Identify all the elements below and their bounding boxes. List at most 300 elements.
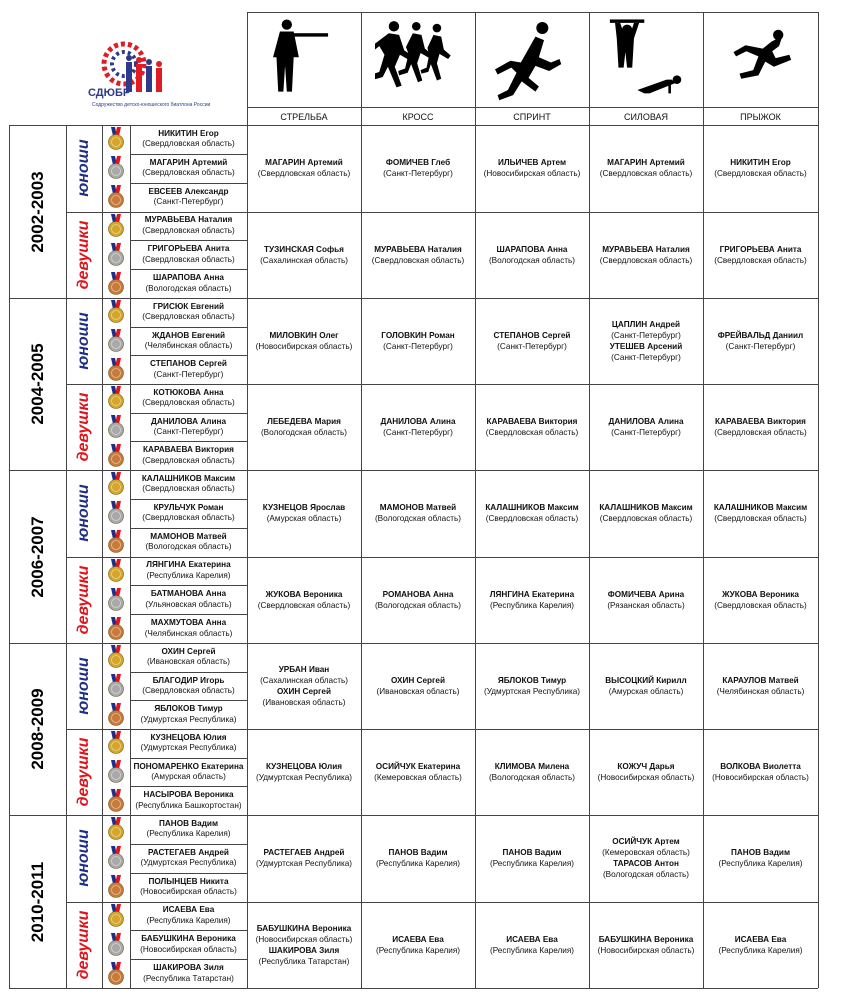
athlete-name: НАСЫРОВА Вероника — [143, 790, 234, 800]
event-winner-cell — [475, 729, 589, 815]
gold-medal-icon — [107, 472, 125, 496]
year-group-label: 2010-2011 — [27, 861, 47, 942]
event-winner-cell — [475, 902, 589, 989]
podium-entry — [130, 963, 247, 984]
event-winner-cell — [703, 212, 818, 299]
bronze-medal-icon — [107, 789, 125, 813]
event-winner-cell — [589, 384, 703, 470]
athlete-name: ШАРАПОВА Анна — [153, 273, 224, 283]
podium-split-line — [130, 786, 247, 787]
podium-split-line — [130, 355, 247, 356]
athlete-name: ЖУКОВА Вероника — [265, 589, 343, 599]
athlete-region: (Новосибирская область) — [140, 944, 237, 954]
podium-split-line — [130, 183, 247, 184]
podium-entry — [130, 215, 247, 236]
podium-split-line — [130, 758, 247, 759]
athlete-region: (Свердловская область) — [142, 168, 235, 178]
athlete-name: МАГАРИН Артемий — [607, 158, 685, 168]
athlete-name: НИКИТИН Егор — [158, 128, 219, 138]
year-group-label: 2008-2009 — [27, 688, 47, 770]
athlete-region: (Санкт-Петербург) — [153, 427, 224, 436]
athlete-name: ОХИН Сергей — [276, 687, 332, 696]
athlete-name: МУРАВЬЕВА Наталия — [374, 244, 462, 254]
gold-medal-icon — [107, 817, 125, 841]
athlete-name: ШАРАПОВА Анна — [496, 244, 568, 254]
athlete-name: МИЛОВКИН Олег — [269, 331, 339, 340]
athlete-region: (Республика Татарстан) — [143, 973, 234, 983]
gender-label-girls: девушки — [75, 910, 92, 980]
bronze-medal-icon — [107, 444, 125, 468]
event-winner-cell — [475, 815, 589, 902]
podium-entry — [130, 647, 247, 668]
athlete-region: (Вологодская область) — [260, 428, 348, 437]
podium-split-line — [130, 700, 247, 701]
athlete-region: (Челябинская область) — [716, 687, 805, 696]
podium-entry — [130, 532, 247, 553]
podium-split-line — [130, 614, 247, 615]
athlete-name: МУРАВЬЕВА Наталия — [144, 215, 233, 225]
podium-entry — [130, 331, 247, 352]
event-winner-cell — [247, 815, 361, 902]
athlete-region: (Республика Карелия) — [489, 859, 575, 869]
athlete-name: БАБУШКИНА Вероника — [141, 934, 236, 944]
podium-entry — [130, 560, 247, 581]
athlete-name: ЕВСЕЕВ Александр — [148, 186, 229, 196]
athlete-name: ИСАЕВА Ева — [392, 934, 444, 944]
athlete-region: (Республика Карелия) — [489, 600, 575, 610]
athlete-region: (Свердловская область) — [142, 513, 235, 523]
podium-entry — [130, 273, 247, 294]
athlete-region: (Республика Карелия) — [146, 570, 231, 580]
podium-split-line — [130, 240, 247, 241]
event-winner-cell — [361, 557, 475, 644]
event-winner-cell — [589, 815, 703, 902]
event-winner-cell — [247, 384, 361, 470]
year-group-label: 2002-2003 — [27, 170, 47, 253]
athlete-name: ИСАЕВА Ева — [506, 934, 558, 944]
podium-entry — [130, 417, 247, 438]
athlete-name: ОСИЙЧУК Екатерина — [375, 762, 461, 771]
gold-medal-icon — [107, 559, 125, 583]
athlete-region: (Свердловская область) — [599, 514, 693, 524]
athlete-name: ДАНИЛОВА Алина — [151, 416, 226, 426]
athlete-region: (Свердловская область) — [599, 255, 693, 265]
athlete-region: (Республика Карелия) — [718, 859, 803, 869]
athlete-region: (Амурская область) — [608, 687, 684, 696]
header-col-border — [818, 12, 819, 125]
athlete-region: (Свердловская область) — [257, 600, 351, 610]
gold-medal-icon — [107, 386, 125, 410]
event-winner-cell — [475, 384, 589, 470]
athlete-region: (Удмуртская Республика) — [255, 859, 353, 869]
athlete-region: (Республика Башкортостан) — [135, 800, 242, 810]
jump-icon — [718, 15, 804, 103]
athlete-region: (Ивановская область) — [147, 657, 230, 667]
silver-medal-icon — [107, 846, 125, 870]
event-winner-cell — [247, 470, 361, 557]
header-label-border — [247, 107, 818, 108]
athlete-name: МАГАРИН Артемий — [149, 157, 228, 167]
silver-medal-icon — [107, 760, 125, 784]
athlete-name: ТАРАСОВ Антон — [613, 859, 679, 869]
event-winner-cell — [361, 384, 475, 470]
group-border — [9, 988, 818, 989]
gender-label-boys: юноши — [75, 484, 92, 542]
athlete-name: КАРАВАЕВА Виктория — [715, 417, 806, 426]
logo-abbr: СДЮБР — [88, 87, 131, 99]
event-winner-cell — [589, 470, 703, 557]
athlete-name: МАХМУТОВА Анна — [150, 618, 227, 628]
header-col-border — [703, 12, 704, 125]
athlete-region: (Удмуртская Республика) — [140, 858, 237, 868]
sport-label: СИЛОВАЯ — [623, 112, 669, 122]
event-winner-cell — [247, 298, 361, 384]
podium-entry — [130, 129, 247, 150]
event-winner-cell — [361, 470, 475, 557]
sport-label: ПРЫЖОК — [740, 112, 781, 122]
athlete-name: ТУЗИНСКАЯ Софья — [264, 244, 344, 254]
athlete-name: ГРИГОРЬЕВА Анита — [719, 244, 802, 254]
athlete-region: (Новосибирская область) — [597, 945, 695, 955]
athlete-name: ФОМИЧЕВА Арина — [607, 589, 685, 599]
silver-medal-icon — [107, 156, 125, 180]
athlete-name: МАМОНОВ Матвей — [150, 531, 227, 541]
podium-entry — [130, 704, 247, 725]
athlete-name: КУЗНЕЦОВА Юлия — [265, 762, 343, 771]
event-winner-cell — [703, 729, 818, 815]
logo-emblem-icon — [104, 44, 162, 92]
event-winner-cell — [475, 557, 589, 644]
athlete-region: (Вологодская область) — [374, 600, 462, 610]
event-winner-cell — [589, 902, 703, 989]
athlete-name: МУРАВЬЕВА Наталия — [602, 244, 690, 254]
athlete-region: (Кемеровская область) — [602, 848, 690, 858]
event-winner-cell — [475, 212, 589, 299]
athlete-name: КАЛАШНИКОВ Максим — [141, 473, 236, 483]
athlete-name: РАСТЕГАЕВ Андрей — [148, 847, 229, 857]
athlete-region: (Санкт-Петербург) — [383, 169, 453, 179]
athlete-region: (Сахалинская область) — [260, 255, 348, 265]
shooting-icon — [261, 15, 347, 103]
silver-medal-icon — [107, 243, 125, 267]
athlete-region: (Кемеровская область) — [374, 773, 462, 782]
podium-split-line — [130, 499, 247, 500]
athlete-region: (Свердловская область) — [714, 255, 807, 265]
athlete-region: (Сахалинская область) — [260, 676, 348, 685]
athlete-name: ИСАЕВА Ева — [734, 934, 787, 944]
athlete-region: (Амурская область) — [266, 514, 342, 524]
header-col-border — [361, 12, 362, 125]
athlete-name: КУЗНЕЦОВА Юлия — [150, 732, 227, 742]
athlete-region: (Новосибирская область) — [255, 342, 353, 351]
athlete-region: (Санкт-Петербург) — [725, 342, 796, 351]
event-winner-cell — [589, 125, 703, 212]
silver-medal-icon — [107, 415, 125, 439]
event-winner-cell — [361, 643, 475, 729]
athlete-name: БАБУШКИНА Вероника — [256, 923, 352, 933]
podium-split-line — [130, 873, 247, 874]
sport-label: СПРИНТ — [513, 112, 551, 122]
silver-medal-icon — [107, 501, 125, 525]
podium-split-line — [130, 327, 247, 328]
athlete-region: (Новосибирская область) — [255, 934, 353, 944]
header-col-border — [589, 12, 590, 125]
event-winner-cell — [589, 557, 703, 644]
bronze-medal-icon — [107, 703, 125, 727]
event-winner-cell — [247, 643, 361, 729]
athlete-region: (Свердловская область) — [142, 225, 235, 235]
athlete-name: КРУЛЬЧУК Роман — [153, 502, 224, 512]
podium-entry — [130, 187, 247, 208]
athlete-name: РАСТЕГАЕВ Андрей — [263, 848, 345, 858]
header-col-border — [475, 12, 476, 125]
athlete-name: ШАКИРОВА Зиля — [268, 945, 340, 955]
athlete-region: (Вологодская область) — [145, 283, 232, 293]
athlete-name: ДАНИЛОВА Алина — [380, 417, 456, 426]
athlete-name: ЯБЛОКОВ Тимур — [154, 704, 223, 714]
athlete-name: ЛЕБЕДЕВА Мария — [267, 417, 341, 426]
athlete-region: (Республика Карелия) — [146, 829, 231, 839]
athlete-name: ЖУКОВА Вероника — [722, 589, 799, 599]
gender-label-girls: девушки — [75, 737, 92, 807]
athlete-name: УТЕШЕВ Арсений — [609, 342, 683, 351]
athlete-name: РОМАНОВА Анна — [382, 589, 454, 599]
athlete-name: СТЕПАНОВ Сергей — [150, 359, 227, 369]
athlete-name: КАЛАШНИКОВ Максим — [713, 503, 808, 513]
podium-split-line — [130, 672, 247, 673]
podium-split-line — [130, 528, 247, 529]
athlete-name: КЛИМОВА Милена — [494, 762, 570, 771]
podium-split-line — [130, 441, 247, 442]
athlete-region: (Свердловская область) — [714, 428, 807, 437]
athlete-name: ПАНОВ Вадим — [502, 848, 562, 858]
podium-entry — [130, 388, 247, 409]
athlete-name: ГРИГОРЬЕВА Анита — [147, 244, 230, 254]
athlete-name: ПАНОВ Вадим — [158, 818, 219, 828]
event-winner-cell — [703, 643, 818, 729]
athlete-region: (Республика Татарстан) — [258, 956, 350, 966]
athlete-region: (Санкт-Петербург) — [611, 331, 681, 340]
athlete-name: ВОЛКОВА Виолетта — [720, 762, 801, 771]
podium-entry — [130, 474, 247, 495]
athlete-name: ПАНОВ Вадим — [388, 848, 448, 858]
athlete-name: КОЖУЧ Дарья — [617, 762, 675, 771]
gender-label-boys: юноши — [75, 139, 92, 197]
athlete-name: ФОМИЧЕВ Глеб — [385, 158, 451, 168]
athlete-name: ЛЯНГИНА Екатерина — [146, 560, 231, 570]
podium-entry — [130, 359, 247, 380]
athlete-region: (Ивановская область) — [262, 698, 346, 707]
athlete-name: СТЕПАНОВ Сергей — [493, 331, 571, 340]
podium-split-line — [130, 269, 247, 270]
athlete-region: (Удмуртская Республика) — [140, 714, 237, 724]
athlete-region: (Свердловская область) — [142, 312, 235, 322]
athlete-name: ЛЯНГИНА Екатерина — [489, 589, 575, 599]
gold-medal-icon — [107, 645, 125, 669]
event-winner-cell — [703, 298, 818, 384]
athlete-name: ПАНОВ Вадим — [730, 848, 791, 858]
athlete-name: НИКИТИН Егор — [730, 158, 791, 168]
athlete-name: ЖДАНОВ Евгений — [151, 330, 226, 340]
podium-split-line — [130, 154, 247, 155]
athlete-region: (Санкт-Петербург) — [153, 197, 224, 207]
athlete-region: (Новосибирская область) — [712, 773, 809, 782]
athlete-region: (Свердловская область) — [714, 169, 807, 179]
athlete-region: (Вологодская область) — [374, 514, 462, 524]
event-winner-cell — [361, 212, 475, 299]
event-winner-cell — [475, 298, 589, 384]
gold-medal-icon — [107, 127, 125, 151]
athlete-region: (Свердловская область) — [714, 514, 807, 524]
athlete-region: (Санкт-Петербург) — [611, 428, 681, 437]
athlete-region: (Свердловская область) — [142, 398, 235, 408]
athlete-name: ФРЕЙВАЛЬД Даниил — [717, 331, 804, 340]
podium-entry — [130, 503, 247, 524]
podium-split-line — [130, 959, 247, 960]
podium-entry — [130, 762, 247, 783]
athlete-name: ПОНОМАРЕНКО Екатерина — [133, 761, 244, 771]
athlete-region: (Свердловская область) — [142, 484, 235, 494]
athlete-name: КАРАУЛОВ Матвей — [722, 676, 799, 685]
podium-entry — [130, 244, 247, 265]
athlete-name: КОТЮКОВА Анна — [153, 387, 224, 397]
gender-label-boys: юноши — [75, 657, 92, 715]
event-winner-cell — [703, 384, 818, 470]
podium-entry — [130, 676, 247, 697]
athlete-region: (Санкт-Петербург) — [153, 369, 224, 379]
athlete-region: (Новосибирская область) — [597, 773, 695, 782]
athlete-region: (Челябинская область) — [144, 341, 233, 350]
athlete-region: (Вологодская область) — [488, 773, 576, 782]
athlete-region: (Санкт-Петербург) — [383, 342, 453, 351]
bronze-medal-icon — [107, 185, 125, 209]
athlete-region: (Санкт-Петербург) — [497, 342, 567, 351]
logo-caption: Содружество детско-юношеского биатлона России — [92, 102, 211, 108]
athlete-name: ГОЛОВКИН Роман — [381, 331, 455, 340]
athlete-region: (Рязанская область) — [607, 600, 685, 610]
athlete-name: ОСИЙЧУК Артем — [612, 837, 680, 847]
athlete-name: УРБАН Иван — [278, 665, 330, 674]
gold-medal-icon — [107, 214, 125, 238]
athlete-region: (Санкт-Петербург) — [383, 428, 453, 437]
athlete-region: (Санкт-Петербург) — [611, 353, 681, 362]
header-col-border — [247, 12, 248, 125]
athlete-name: ДАНИЛОВА Алина — [608, 417, 684, 426]
event-winner-cell — [247, 212, 361, 299]
event-winner-cell — [703, 557, 818, 644]
silver-medal-icon — [107, 933, 125, 957]
athlete-region: (Вологодская область) — [145, 542, 232, 552]
event-winner-cell — [589, 298, 703, 384]
gender-label-girls: девушки — [75, 392, 92, 462]
athlete-region: (Республика Карелия) — [375, 945, 461, 955]
podium-entry — [130, 733, 247, 754]
athlete-name: ГРИСЮК Евгений — [152, 301, 225, 311]
athlete-region: (Ульяновская область) — [145, 599, 232, 609]
athlete-region: (Республика Карелия) — [718, 945, 803, 955]
athlete-name: КУЗНЕЦОВ Ярослав — [262, 503, 346, 513]
event-winner-cell — [361, 125, 475, 212]
athlete-region: (Вологодская область) — [602, 870, 690, 880]
athlete-name: ЯБЛОКОВ Тимур — [497, 676, 567, 685]
year-group-label: 2004-2005 — [27, 343, 47, 425]
sport-label: СТРЕЛЬБА — [280, 112, 328, 122]
gender-label-girls: девушки — [75, 565, 92, 635]
athlete-region: (Свердловская область) — [485, 428, 579, 437]
podium-entry — [130, 848, 247, 869]
bronze-medal-icon — [107, 530, 125, 554]
gold-medal-icon — [107, 904, 125, 928]
athlete-region: (Республика Карелия) — [375, 859, 461, 869]
podium-entry — [130, 934, 247, 955]
silver-medal-icon — [107, 674, 125, 698]
athlete-name: МАМОНОВ Матвей — [379, 503, 457, 513]
event-winner-cell — [475, 470, 589, 557]
athlete-region: (Свердловская область) — [714, 600, 807, 610]
event-winner-cell — [589, 643, 703, 729]
athlete-name: МАГАРИН Артемий — [265, 158, 343, 168]
athlete-region: (Удмуртская Республика) — [255, 773, 353, 782]
athlete-region: (Свердловская область) — [599, 169, 693, 179]
silver-medal-icon — [107, 588, 125, 612]
event-winner-cell — [247, 557, 361, 644]
event-winner-cell — [703, 470, 818, 557]
athlete-region: (Челябинская область) — [144, 628, 233, 638]
silver-medal-icon — [107, 329, 125, 353]
athlete-region: (Свердловская область) — [142, 139, 235, 149]
athlete-name: ШАКИРОВА Зиля — [153, 963, 224, 973]
athlete-region: (Свердловская область) — [142, 686, 235, 695]
podium-entry — [130, 158, 247, 179]
athlete-name: КАРАВАЕВА Виктория — [486, 417, 578, 426]
athlete-region: (Республика Карелия) — [146, 915, 231, 925]
athlete-region: (Республика Карелия) — [489, 945, 575, 955]
bronze-medal-icon — [107, 962, 125, 986]
athlete-region: (Свердловская область) — [485, 514, 579, 524]
athlete-region: (Новосибирская область) — [140, 887, 237, 897]
athlete-region: (Свердловская область) — [257, 169, 351, 179]
athlete-name: КАРАВАЕВА Виктория — [143, 445, 234, 455]
event-winner-cell — [703, 125, 818, 212]
athlete-name: ИСАЕВА Ева — [162, 905, 215, 915]
athlete-name: БАТМАНОВА Анна — [150, 589, 227, 599]
athlete-name: ВЫСОЦКИЙ Кирилл — [605, 676, 687, 685]
podium-split-line — [130, 585, 247, 586]
sport-label: КРОСС — [402, 112, 434, 122]
event-winner-cell — [703, 902, 818, 989]
header-top-border — [247, 12, 818, 13]
event-winner-cell — [589, 212, 703, 299]
athlete-region: (Амурская область) — [151, 772, 226, 781]
bronze-medal-icon — [107, 272, 125, 296]
bronze-medal-icon — [107, 617, 125, 641]
gender-label-boys: юноши — [75, 312, 92, 370]
podium-entry — [130, 877, 247, 898]
bronze-medal-icon — [107, 875, 125, 899]
sprint-icon — [489, 15, 575, 103]
podium-entry — [130, 618, 247, 639]
body-col-border — [818, 125, 819, 988]
podium-entry — [130, 445, 247, 466]
gold-medal-icon — [107, 300, 125, 324]
athlete-region: (Ивановская область) — [376, 687, 460, 696]
athlete-name: ОХИН Сергей — [161, 646, 216, 656]
event-winner-cell — [475, 125, 589, 212]
event-winner-cell — [703, 815, 818, 902]
athlete-region: (Новосибирская область) — [483, 169, 581, 179]
strength-icon — [603, 15, 689, 103]
athlete-name: ЦАПЛИН Андрей — [611, 320, 681, 329]
